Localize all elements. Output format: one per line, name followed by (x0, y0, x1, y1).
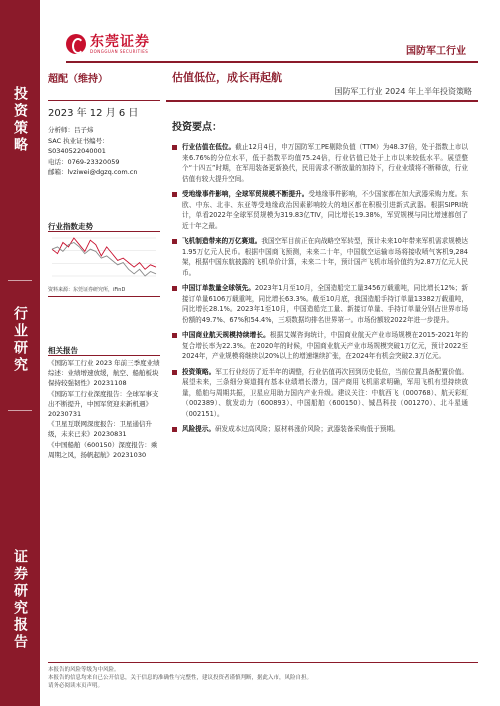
related-report-item[interactable]: 《卫星互联网深度报告：卫星通信升级，未来已来》20230831 (48, 420, 152, 439)
index-chart-title: 行业指数走势 (48, 222, 93, 231)
related-reports-divider (48, 355, 160, 356)
index-trend-chart (48, 234, 160, 282)
chart-bottom-divider (48, 296, 160, 297)
key-point-heading: 受地缘事件影响，全球军贸规模不断提升。 (182, 190, 309, 198)
left-sidebar (0, 0, 40, 706)
analyst-name: 分析师：吕子炜 (48, 126, 94, 134)
footer-divider (48, 662, 478, 663)
sidebar-label-securities-report: 证券研究报告 (12, 549, 28, 651)
report-subtitle: 国防军工行业 2024 年上半年投资策略 (334, 87, 472, 96)
key-point-heading: 中国商业航天规模持续增长。 (182, 331, 270, 339)
footer (48, 666, 312, 690)
key-point-heading: 风险提示。 (182, 425, 215, 433)
key-point-text: 我国空军目前正在向战略空军转型，预计未来10年带来军机需求规模达1.95万亿元人民币。根据中国商飞预测，未来二十年，中国航空运输市场将接收喷气客机9,284架，根据中国东航披露的飞机单价计算，未来二十年，预计国产飞机市场价值约为2.87万亿元人民币。 (182, 237, 469, 277)
key-point (172, 330, 468, 362)
left-column-divider (48, 100, 160, 101)
key-point-heading: 飞机制造带来的万亿赛道。 (182, 237, 262, 245)
report-date: 2023 年 12 月 6 日 (48, 108, 139, 119)
analyst-phone: 电话：0769-23320059 (48, 157, 120, 166)
key-point-text: 根据艾媒咨询统计，中国商业航天产业市场规模在2015-2021年的复合增长率为22.3%。在2020年的时候，中国商业航天产业市场规模突破1万亿元，预计2022至2024年，产业规模将继续以20%以上的增速继续扩张，在2024年有机会突破2.3万亿元。 (182, 331, 468, 360)
key-point-heading: 中国订单数量全球领先。 (182, 284, 255, 292)
sidebar-divider (8, 280, 32, 281)
related-report-item[interactable]: 《国防军工行业 2023 年前三季度业绩综述：业绩增速放缓，航空、船舶板块保持较强韧性》20231108 (48, 359, 160, 388)
related-reports-title: 相关报告 (48, 346, 78, 355)
analyst-info (48, 125, 138, 178)
key-point-heading: 投资策略。 (182, 367, 216, 376)
analyst-sac-label: SAC 执业证书编号： (48, 136, 109, 145)
key-point-text: 截止12月4日，申万国防军工PE剔除负值（TTM）为48.37倍，处于指数上市以来6.76%的分位水平，低于指数平均值75.24倍，行业估值已处于上市以来较低水平。展望整个“十四五”时期，在军用装备更新换代，民用需求不断放量的加持下，行业业绩将不断释放，行业估值有较大提升空间。 (182, 143, 469, 183)
key-point (172, 189, 468, 231)
footer-disclaimer: 本报告的信息均来自已公开信息，关于信息的准确性与完整性，建议投资者谨慎判断，据此入市，风险自担。 (48, 675, 313, 681)
related-reports-list (48, 358, 160, 460)
key-points-list (172, 142, 468, 435)
logo-en-text: DONGGUAN SECURITIES (90, 48, 149, 54)
sidebar-divider (8, 410, 32, 411)
key-point (172, 283, 468, 325)
key-point-text: 受地缘事件影响，不少国家都在加大武器采购力度。东欧、中东、北非、东亚等受地缘政治因素影响较大的地区都在积极引进新式武器。根据SIPRI统计，单看2022年全球军贸规模为319.83亿TIV，同比增长19.38%，军贸规模与同比增速都创了近十年之最。 (182, 190, 469, 230)
related-report-item[interactable]: 《国防军工行业深度报告：全球军事支出不断提升，中国军贸迎来新机遇》20230731 (48, 389, 159, 419)
key-point (172, 236, 468, 278)
report-subtitle-bar (166, 86, 478, 102)
related-report-item[interactable]: 《中国船舶（600150）深度报告：乘周期之风，扬帆起航》20231030 (48, 440, 158, 459)
logo-icon (66, 34, 86, 54)
key-point-text: 军工行业经历了近半年的调整，行业估值再次回到历史低位，当前位置具备配置价值。展望未来，三条细分赛道拥有基本业绩增长潜力，国产商用飞机需求明确，军用飞机有望持续放量，船舶与周期共振，卫星应用助力国内产业升级。建议关注：中航西飞（000768）、航天彩虹（002389）、航发动力（600893）、中国船舶（600150）、铖昌科技（001270）、北斗星通（002151）。 (182, 367, 469, 418)
key-points-title: 投资要点： (172, 122, 222, 133)
key-point (172, 142, 468, 184)
industry-label: 国防军工行业 (406, 46, 466, 57)
chart-series-line (52, 238, 156, 269)
index-chart-divider (48, 231, 160, 232)
sidebar-label-strategy: 投资策略 (12, 86, 28, 154)
analyst-email[interactable]: 邮箱：lvziwei@dgzq.com.cn (48, 168, 138, 176)
key-point-text: 研发成本过高风险；原材料涨价风险；武器装备采购低于预期。 (214, 425, 400, 433)
key-point-heading: 行业估值在低位。 (182, 143, 236, 151)
key-point (172, 424, 468, 435)
key-point-text: 2023年1月至10月，全国造船完工量3456万载重吨，同比增长12%；新接订单量6106万载重吨，同比增长63.3%。截至10月底，我国造船手持订单量13382万载重吨，同比增长28.1%。2023年1至10月，中国造船完工量、新接订单量、手持订单量分别占世界市场份额的49.7%、67%和54.4%，三项数据均排名世界第一。市场份额较2022年进一步提升。 (182, 284, 468, 324)
report-headline: 估值低位，成长再起航 (172, 71, 282, 84)
header-divider (66, 61, 478, 63)
chart-source: 资料来源：东莞证券研究所，iFinD (48, 287, 126, 293)
logo-cn-text: 东莞证券 (90, 33, 150, 50)
company-logo (66, 34, 150, 54)
sidebar-label-industry-research: 行业研究 (12, 306, 28, 374)
chart-series-line (52, 243, 156, 277)
footer-notice: 请务必阅读末页声明。 (48, 683, 104, 689)
rating: 超配（维持） (48, 74, 108, 85)
key-point (172, 367, 468, 420)
footer-risk-level: 本报告的风险等级为中风险。 (48, 667, 120, 673)
analyst-sac-number: S0340522040001 (48, 147, 106, 155)
